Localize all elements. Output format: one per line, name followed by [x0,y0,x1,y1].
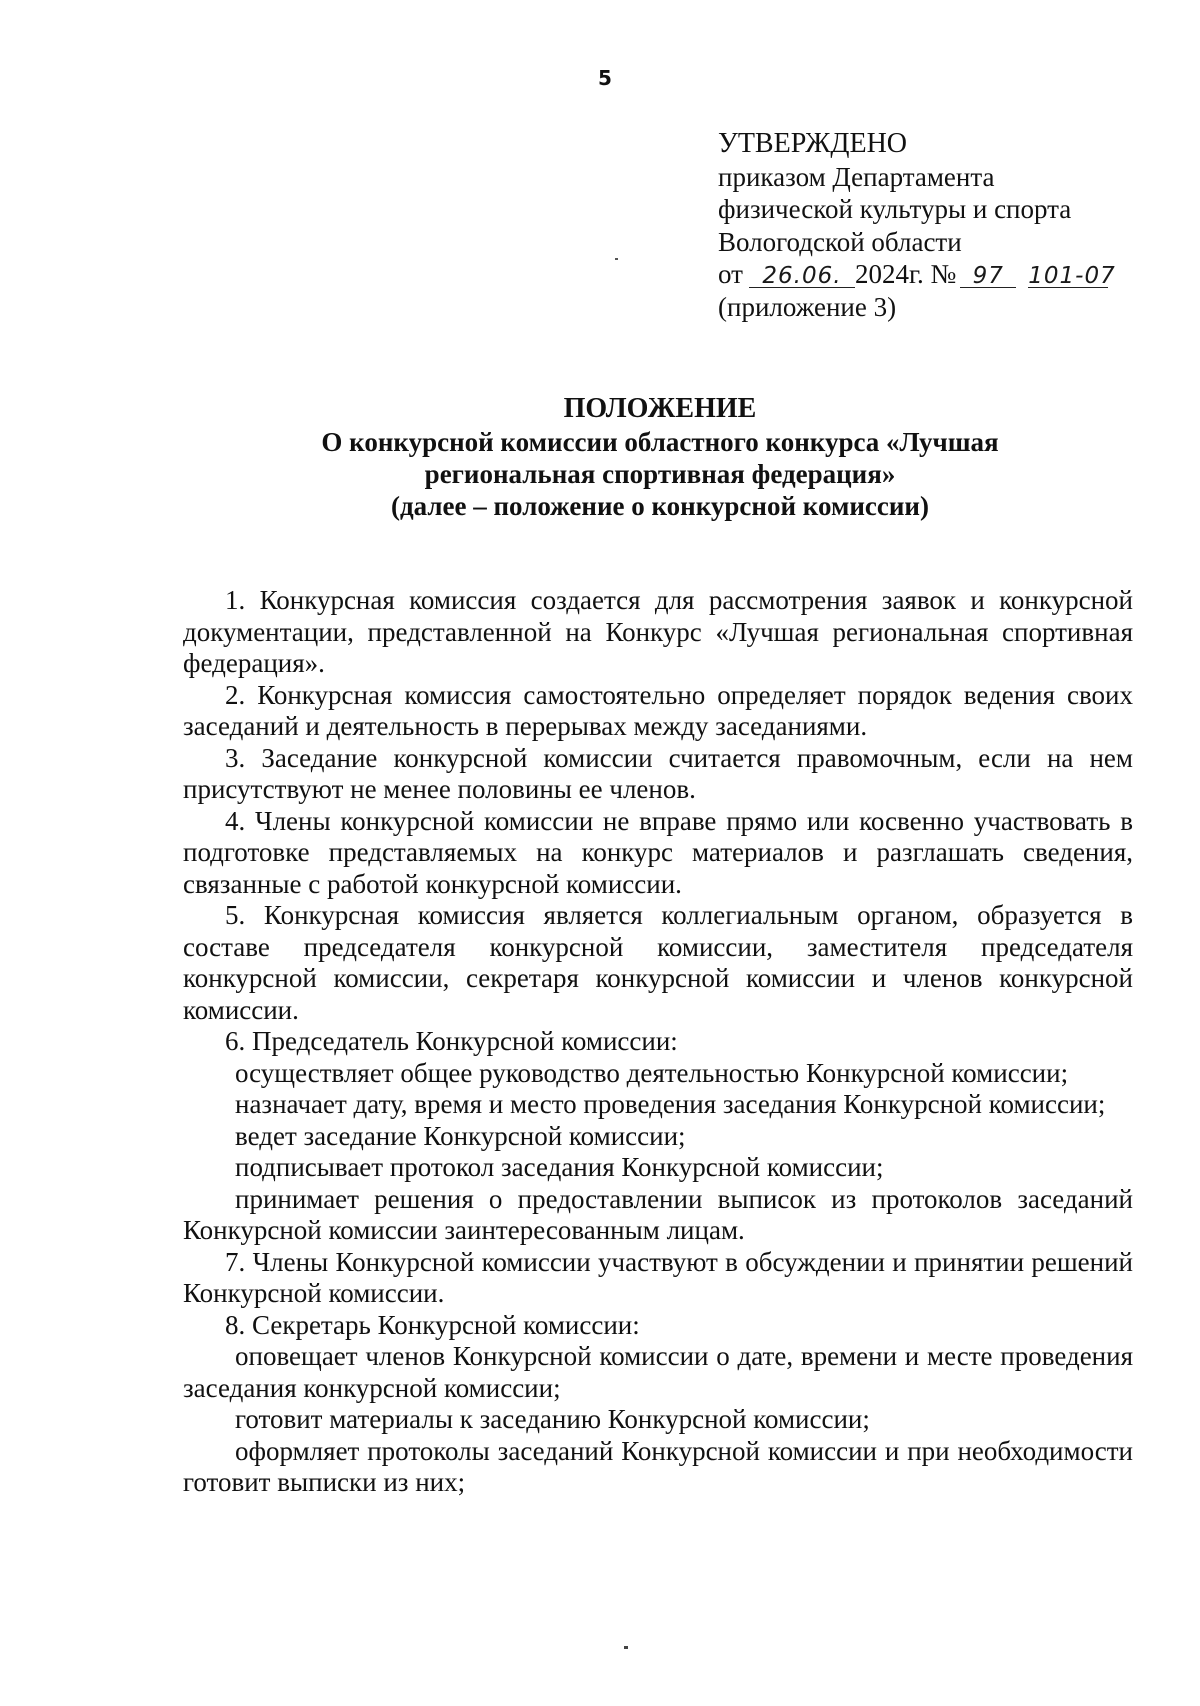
chair-duty-2: назначает дату, время и место проведения заседания Конкурсной комиссии; [235,1089,1106,1119]
title-heading: ПОЛОЖЕНИЕ [563,393,757,424]
title-line-3: (далее – положение о конкурсной комиссии) [391,491,929,521]
date-prefix: от [718,259,743,289]
paragraph-4: 4. Члены конкурсной комиссии не вправе прямо или косвенно участвовать в подготовке представляемых на конкурс материалов и разглашать сведения, связанные с работой конкурсной комиссии. [183,805,1133,899]
appendix-label: (приложение 3) [718,291,897,322]
paragraph-7: 7. Члены Конкурсной комиссии участвуют в обсуждении и принятии решений Конкурсной комиссии. [183,1246,1133,1308]
approval-line-2: физической культуры и спорта [718,194,1072,224]
title-line-2: региональная спортивная федерация» [424,459,896,489]
paragraph-3: 3. Заседание конкурсной комиссии считается правомочным, если на нем присутствуют не менее половины ее членов. [183,742,1133,804]
secretary-duty-1: оповещает членов Конкурсной комиссии о дате, времени и месте проведения заседания конкурсной комиссии; [183,1341,1133,1403]
date-year: 2024г. [854,259,924,289]
title-line-1: О конкурсной комиссии областного конкурса «Лучшая [321,427,999,457]
number-sign: № [930,259,957,289]
paragraph-8: 8. Секретарь Конкурсной комиссии: [225,1309,640,1340]
document-body [183,585,1133,1499]
secretary-duty-2: готовит материалы к заседанию Конкурсной комиссии; [235,1404,870,1434]
page-number: 5 [598,66,612,90]
paragraph-2: 2. Конкурсная комиссия самостоятельно определяет порядок ведения своих заседаний и деятельность в перерывах между заседаниями. [183,679,1133,741]
handwritten-number-2: 101-07 [1028,263,1116,289]
chair-duty-3: ведет заседание Конкурсной комиссии; [235,1120,686,1151]
chair-duty-1: осуществляет общее руководство деятельностью Конкурсной комиссии; [235,1057,1069,1088]
paragraph-5: 5. Конкурсная комиссия является коллегиальным органом, образуется в составе председателя конкурсной комиссии, заместителя председателя конкурсной комиссии, секретаря конкурсной комиссии и членов конкурсной комиссии. [183,900,1133,1025]
handwritten-number-1: 97 [960,265,1016,288]
approval-date-line [718,258,1158,291]
handwritten-date: 26.06. [749,265,855,288]
scan-speck [615,258,618,260]
approval-stamp [718,128,1158,323]
approved-label: УТВЕРЖДЕНО [718,128,908,159]
approval-line-1: приказом Департамента [718,161,995,192]
paragraph-1: 1. Конкурсная комиссия создается для рассмотрения заявок и конкурсной документации, представленной на Конкурс «Лучшая региональная спортивная федерация». [183,585,1133,678]
chair-duty-5: принимает решения о предоставлении выписок из протоколов заседаний Конкурсной комиссии заинтересованным лицам. [183,1183,1133,1245]
chair-duty-4: подписывает протокол заседания Конкурсной комиссии; [235,1152,884,1182]
document-title [140,392,1180,522]
secretary-duty-3: оформляет протоколы заседаний Конкурсной комиссии и при необходимости готовит выписки из них; [183,1435,1133,1497]
scan-speck-bottom [624,1646,628,1649]
approval-line-3: Вологодской области [718,226,962,257]
paragraph-6: 6. Председатель Конкурсной комиссии: [225,1026,678,1056]
